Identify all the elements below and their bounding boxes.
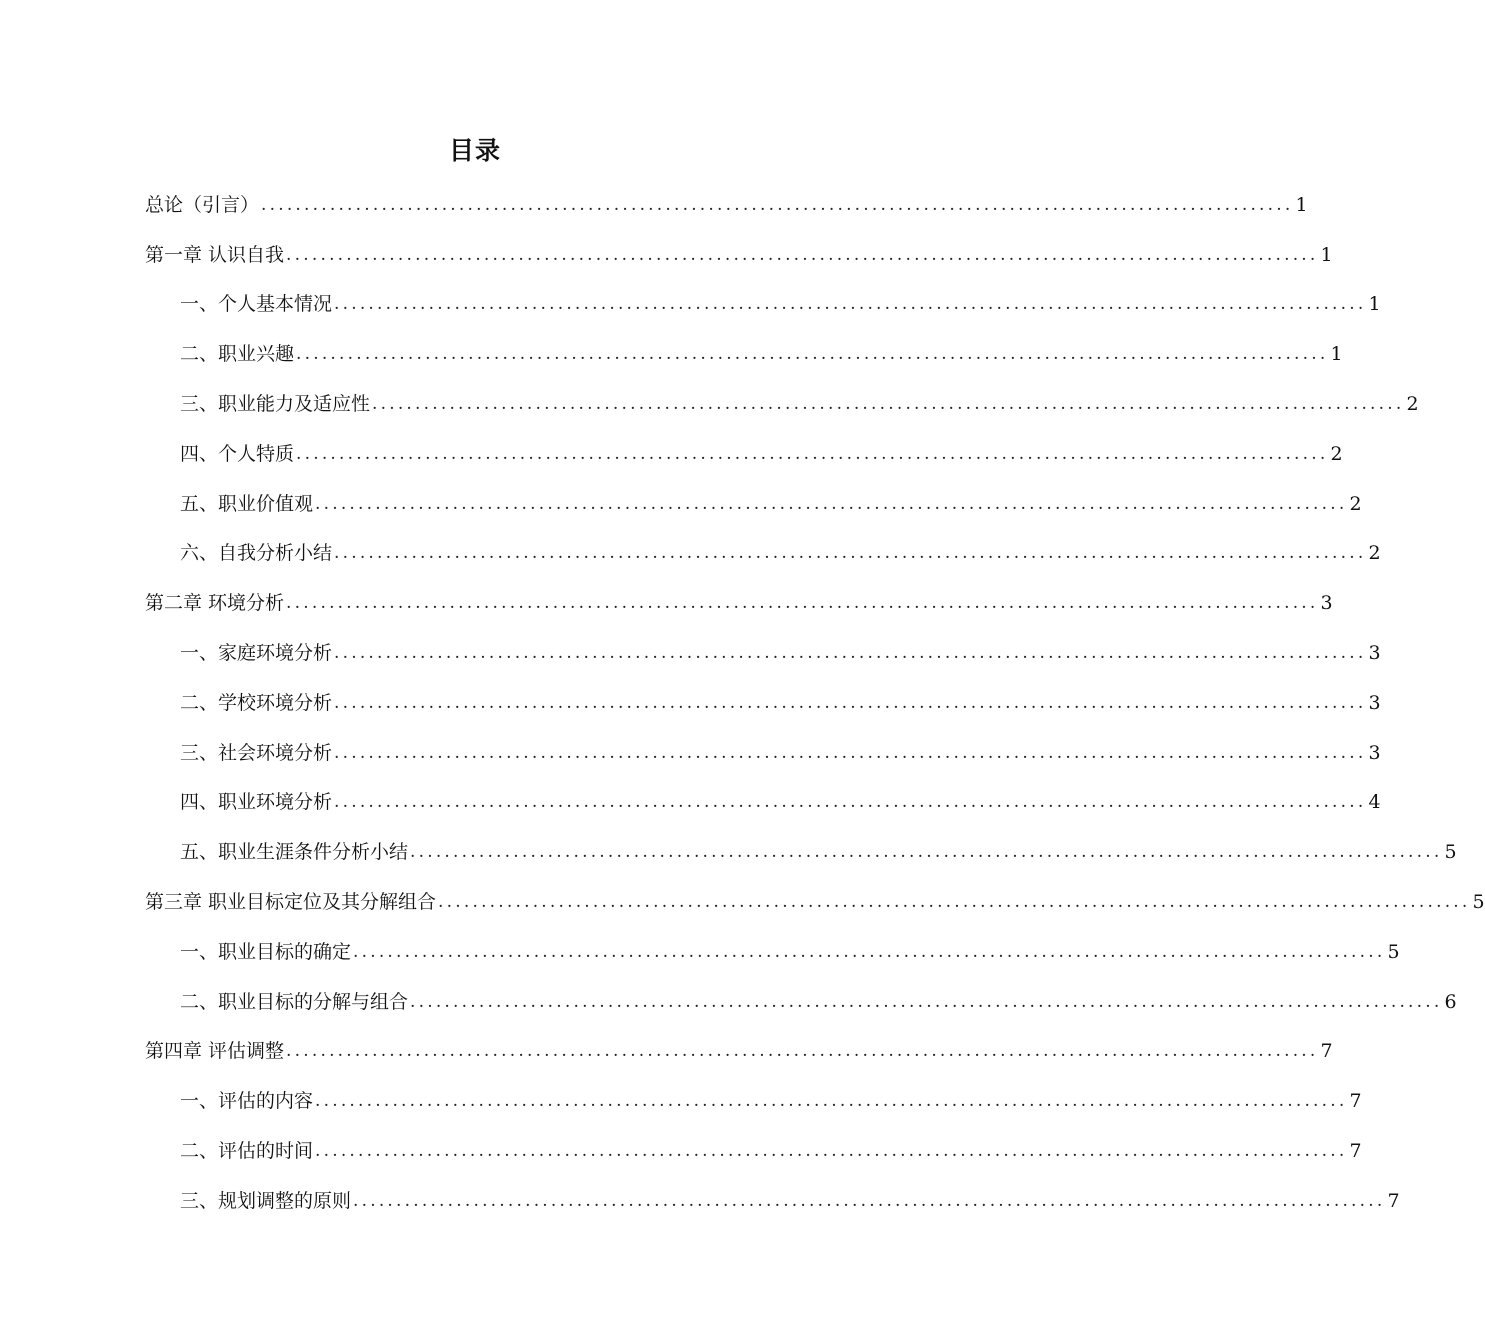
toc-entry[interactable]	[0, 728, 1381, 778]
toc-entry-label: 二、职业兴趣	[180, 343, 295, 366]
toc-entry[interactable]	[0, 678, 1381, 728]
toc-entry[interactable]	[0, 877, 1485, 927]
toc-entry[interactable]	[0, 529, 1381, 579]
dot-leader: ........................................................................................................................	[334, 543, 1367, 564]
dot-leader: ........................................................................................................................	[334, 692, 1367, 713]
dot-leader: ........................................................................................................................	[286, 244, 1319, 265]
toc-entry-page: 1	[1330, 343, 1343, 366]
toc-entry-page: 2	[1406, 393, 1419, 416]
toc-entry-label: 二、评估的时间	[180, 1140, 314, 1163]
toc-entry-page: 6	[1444, 990, 1457, 1013]
toc-entry[interactable]	[0, 578, 1333, 628]
dot-leader: ........................................................................................................................	[261, 194, 1294, 215]
dot-leader: ........................................................................................................................	[286, 593, 1319, 614]
toc-entry-label: 第四章 评估调整	[145, 1040, 285, 1063]
dot-leader: ........................................................................................................................	[410, 842, 1443, 863]
toc-entry-page: 7	[1387, 1189, 1400, 1212]
toc-title: 目录	[448, 136, 501, 165]
toc-entry-label: 三、职业能力及适应性	[180, 393, 371, 416]
toc-entry-label: 一、个人基本情况	[180, 293, 333, 316]
toc-entry[interactable]	[0, 778, 1381, 828]
toc-entry-label: 五、职业生涯条件分析小结	[180, 841, 409, 864]
toc-entry-label: 二、学校环境分析	[180, 691, 333, 714]
toc-entry-page: 2	[1368, 542, 1381, 565]
toc-entry-label: 一、家庭环境分析	[180, 642, 333, 665]
toc-entry[interactable]	[0, 180, 1308, 230]
dot-leader: ........................................................................................................................	[296, 344, 1329, 365]
toc-entry-page: 7	[1320, 1040, 1333, 1063]
toc-entry[interactable]	[0, 1126, 1362, 1176]
dot-leader: ........................................................................................................................	[315, 1141, 1348, 1162]
toc-entry-page: 2	[1330, 442, 1343, 465]
dot-leader: ........................................................................................................................	[353, 941, 1386, 962]
dot-leader: ........................................................................................................................	[334, 792, 1367, 813]
dot-leader: ........................................................................................................................	[315, 1091, 1348, 1112]
toc-entry-label: 三、社会环境分析	[180, 741, 333, 764]
toc-entry-label: 总论（引言）	[145, 193, 260, 216]
toc-entry[interactable]	[0, 379, 1419, 429]
toc-entry-page: 1	[1368, 293, 1381, 316]
toc-entry-label: 二、职业目标的分解与组合	[180, 990, 409, 1013]
toc-entry-page: 3	[1368, 691, 1381, 714]
toc-entry[interactable]	[0, 230, 1333, 280]
dot-leader: ........................................................................................................................	[410, 991, 1443, 1012]
dot-leader: ........................................................................................................................	[296, 443, 1329, 464]
toc-entry[interactable]	[0, 280, 1381, 330]
dot-leader: ........................................................................................................................	[315, 493, 1348, 514]
dot-leader: ........................................................................................................................	[334, 294, 1367, 315]
dot-leader: ........................................................................................................................	[353, 1190, 1386, 1211]
toc-entry[interactable]	[0, 628, 1381, 678]
toc-entry[interactable]	[0, 329, 1343, 379]
toc-entry-page: 1	[1320, 243, 1333, 266]
toc-entry[interactable]	[0, 977, 1457, 1027]
toc-entry-label: 第二章 环境分析	[145, 592, 285, 615]
dot-leader: ........................................................................................................................	[334, 742, 1367, 763]
toc-entry[interactable]	[0, 927, 1400, 977]
toc-entry-label: 一、职业目标的确定	[180, 940, 352, 963]
toc-entry-page: 2	[1349, 492, 1362, 515]
toc-entry[interactable]	[0, 827, 1457, 877]
toc-entry-page: 3	[1368, 642, 1381, 665]
toc-entry-label: 四、个人特质	[180, 442, 295, 465]
toc-entry-page: 3	[1320, 592, 1333, 615]
toc-entry[interactable]	[0, 479, 1362, 529]
toc-entry-page: 5	[1444, 841, 1457, 864]
toc-entry-label: 第三章 职业目标定位及其分解组合	[145, 891, 437, 914]
toc-entry-label: 第一章 认识自我	[145, 243, 285, 266]
toc-entry-page: 7	[1349, 1090, 1362, 1113]
dot-leader: ........................................................................................................................	[438, 892, 1471, 913]
toc-entry-label: 六、自我分析小结	[180, 542, 333, 565]
toc-entry-label: 五、职业价值观	[180, 492, 314, 515]
dot-leader: ........................................................................................................................	[372, 394, 1405, 415]
toc-entry-label: 三、规划调整的原则	[180, 1189, 352, 1212]
toc-entry-page: 4	[1368, 791, 1381, 814]
toc-entry-page: 5	[1472, 891, 1485, 914]
toc-entry[interactable]	[0, 429, 1343, 479]
toc-entry-page: 3	[1368, 741, 1381, 764]
toc-entry-label: 四、职业环境分析	[180, 791, 333, 814]
toc-entry[interactable]	[0, 1027, 1333, 1077]
toc-entry-page: 5	[1387, 940, 1400, 963]
toc-entry-label: 一、评估的内容	[180, 1090, 314, 1113]
toc-entry-page: 7	[1349, 1140, 1362, 1163]
dot-leader: ........................................................................................................................	[334, 643, 1367, 664]
toc-entry-page: 1	[1295, 193, 1308, 216]
toc-entry[interactable]	[0, 1076, 1362, 1126]
dot-leader: ........................................................................................................................	[286, 1041, 1319, 1062]
toc-list	[0, 180, 1485, 1226]
toc-entry[interactable]	[0, 1176, 1400, 1226]
